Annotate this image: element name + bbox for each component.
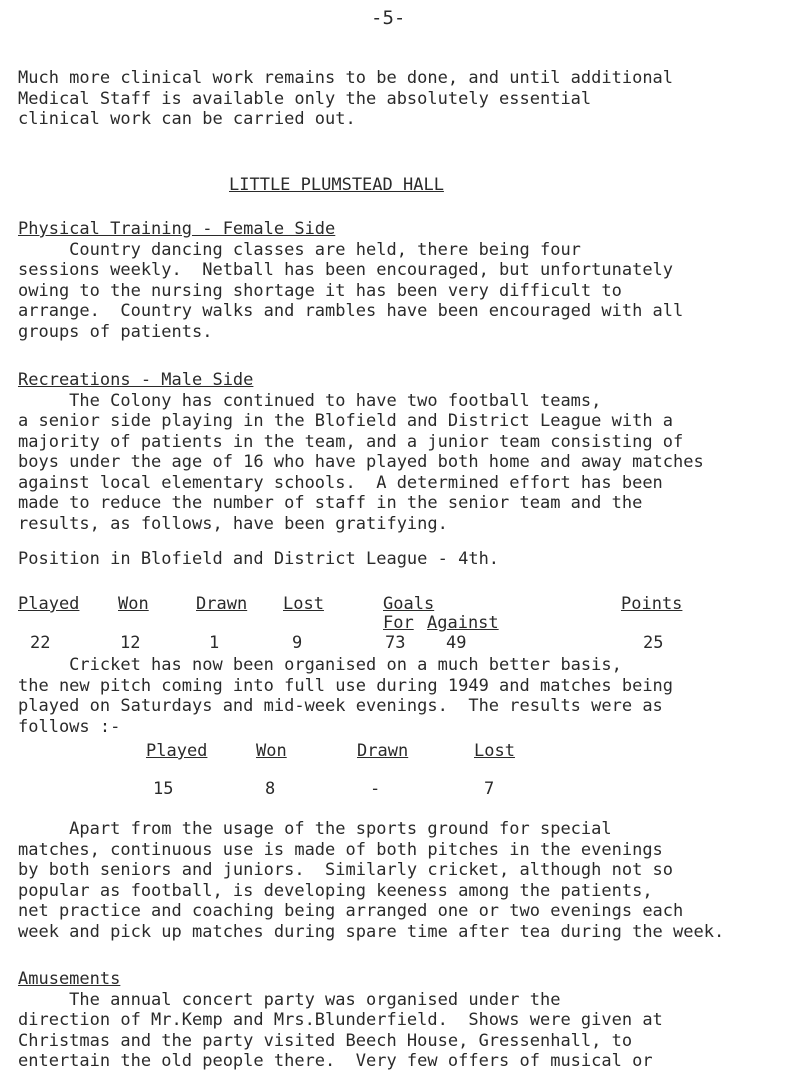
text-line: owing to the nursing shortage it has been very difficult to	[18, 280, 622, 301]
text-line: Country dancing classes are held, there being four	[18, 239, 581, 260]
text-line: arrange. Country walks and rambles have been encouraged with all	[18, 301, 684, 321]
text-line: Christmas and the party visited Beech House, Gressenhall, to	[18, 1030, 633, 1051]
intro-paragraph	[18, 68, 801, 130]
text-line: results, as follows, have been gratifying.	[18, 513, 448, 534]
league-position: Position in Blofield and District League - 4th.	[18, 549, 500, 569]
text-line: entertain the old people there. Very few offers of musical or	[18, 1051, 653, 1071]
header-won: Won	[118, 594, 149, 614]
text-line: Medical Staff is available only the absolutely essential	[18, 88, 592, 109]
header-lost: Lost	[283, 594, 324, 614]
value-drawn: -	[370, 779, 381, 799]
value-goals-against: 49	[446, 633, 467, 653]
amusements-section	[18, 969, 801, 1072]
text-line: against local elementary schools. A determined effort has been	[18, 472, 663, 493]
text-line: matches, continuous use is made of both pitches in the evenings	[18, 839, 663, 860]
text-line: Much more clinical work remains to be done, and until additional	[18, 68, 674, 88]
value-drawn: 1	[209, 633, 220, 653]
text-line: net practice and coaching being arranged one or two evenings each	[18, 901, 684, 921]
text-line: by both seniors and juniors. Similarly cricket, although not so	[18, 860, 674, 880]
text-line: direction of Mr.Kemp and Mrs.Blunderfield. Shows were given at	[18, 1010, 663, 1030]
text-line: Cricket has now been organised on a much better basis,	[18, 655, 622, 675]
text-line: played on Saturdays and mid-week evenings. The results were as	[18, 696, 663, 716]
physical-training-heading: Physical Training - Female Side	[18, 219, 336, 239]
text-line: sessions weekly. Netball has been encouraged, but unfortunately	[18, 260, 674, 280]
text-line: majority of patients in the team, and a junior team consisting of	[18, 431, 684, 452]
text-line: boys under the age of 16 who have played both home and away matches	[18, 452, 704, 472]
value-goals-for: 73	[385, 633, 406, 653]
header-lost: Lost	[474, 741, 515, 761]
text-line: popular as football, is developing keeness among the patients,	[18, 880, 653, 901]
physical-training-section	[18, 219, 801, 342]
text-line: The Colony has continued to have two football teams,	[18, 390, 602, 411]
value-played: 22	[30, 633, 51, 653]
text-line: follows :-	[18, 716, 121, 737]
page-number: -5-	[371, 7, 406, 29]
header-drawn: Drawn	[357, 741, 409, 761]
text-line: a senior side playing in the Blofield and District League with a	[18, 411, 674, 431]
value-won: 8	[265, 779, 276, 799]
header-played: Played	[18, 594, 80, 614]
header-goals-against: Against	[427, 613, 499, 633]
value-points: 25	[643, 633, 664, 653]
text-line: The annual concert party was organised under the	[18, 989, 561, 1010]
text-line: the new pitch coming into full use during 1949 and matches being	[18, 675, 674, 696]
amusements-heading: Amusements	[18, 969, 121, 989]
header-goals-for: For	[383, 613, 414, 633]
header-won: Won	[256, 741, 287, 761]
recreations-section	[18, 370, 801, 534]
header-drawn: Drawn	[196, 594, 248, 614]
text-line: week and pick up matches during spare time after tea during the week.	[18, 921, 725, 942]
recreations-heading: Recreations - Male Side	[18, 370, 254, 390]
value-lost: 7	[484, 779, 495, 799]
section-title: LITTLE PLUMSTEAD HALL	[229, 175, 444, 195]
value-played: 15	[153, 779, 174, 799]
sports-ground-paragraph	[18, 819, 801, 942]
value-lost: 9	[292, 633, 303, 653]
text-line: Apart from the usage of the sports ground for special	[18, 819, 612, 839]
value-won: 12	[120, 633, 141, 653]
header-points: Points	[621, 594, 683, 614]
header-played: Played	[146, 741, 208, 761]
header-goals: Goals	[383, 594, 435, 614]
cricket-paragraph	[18, 655, 801, 737]
text-line: groups of patients.	[18, 321, 213, 342]
text-line: clinical work can be carried out.	[18, 109, 356, 129]
text-line: made to reduce the number of staff in the senior team and the	[18, 493, 643, 513]
